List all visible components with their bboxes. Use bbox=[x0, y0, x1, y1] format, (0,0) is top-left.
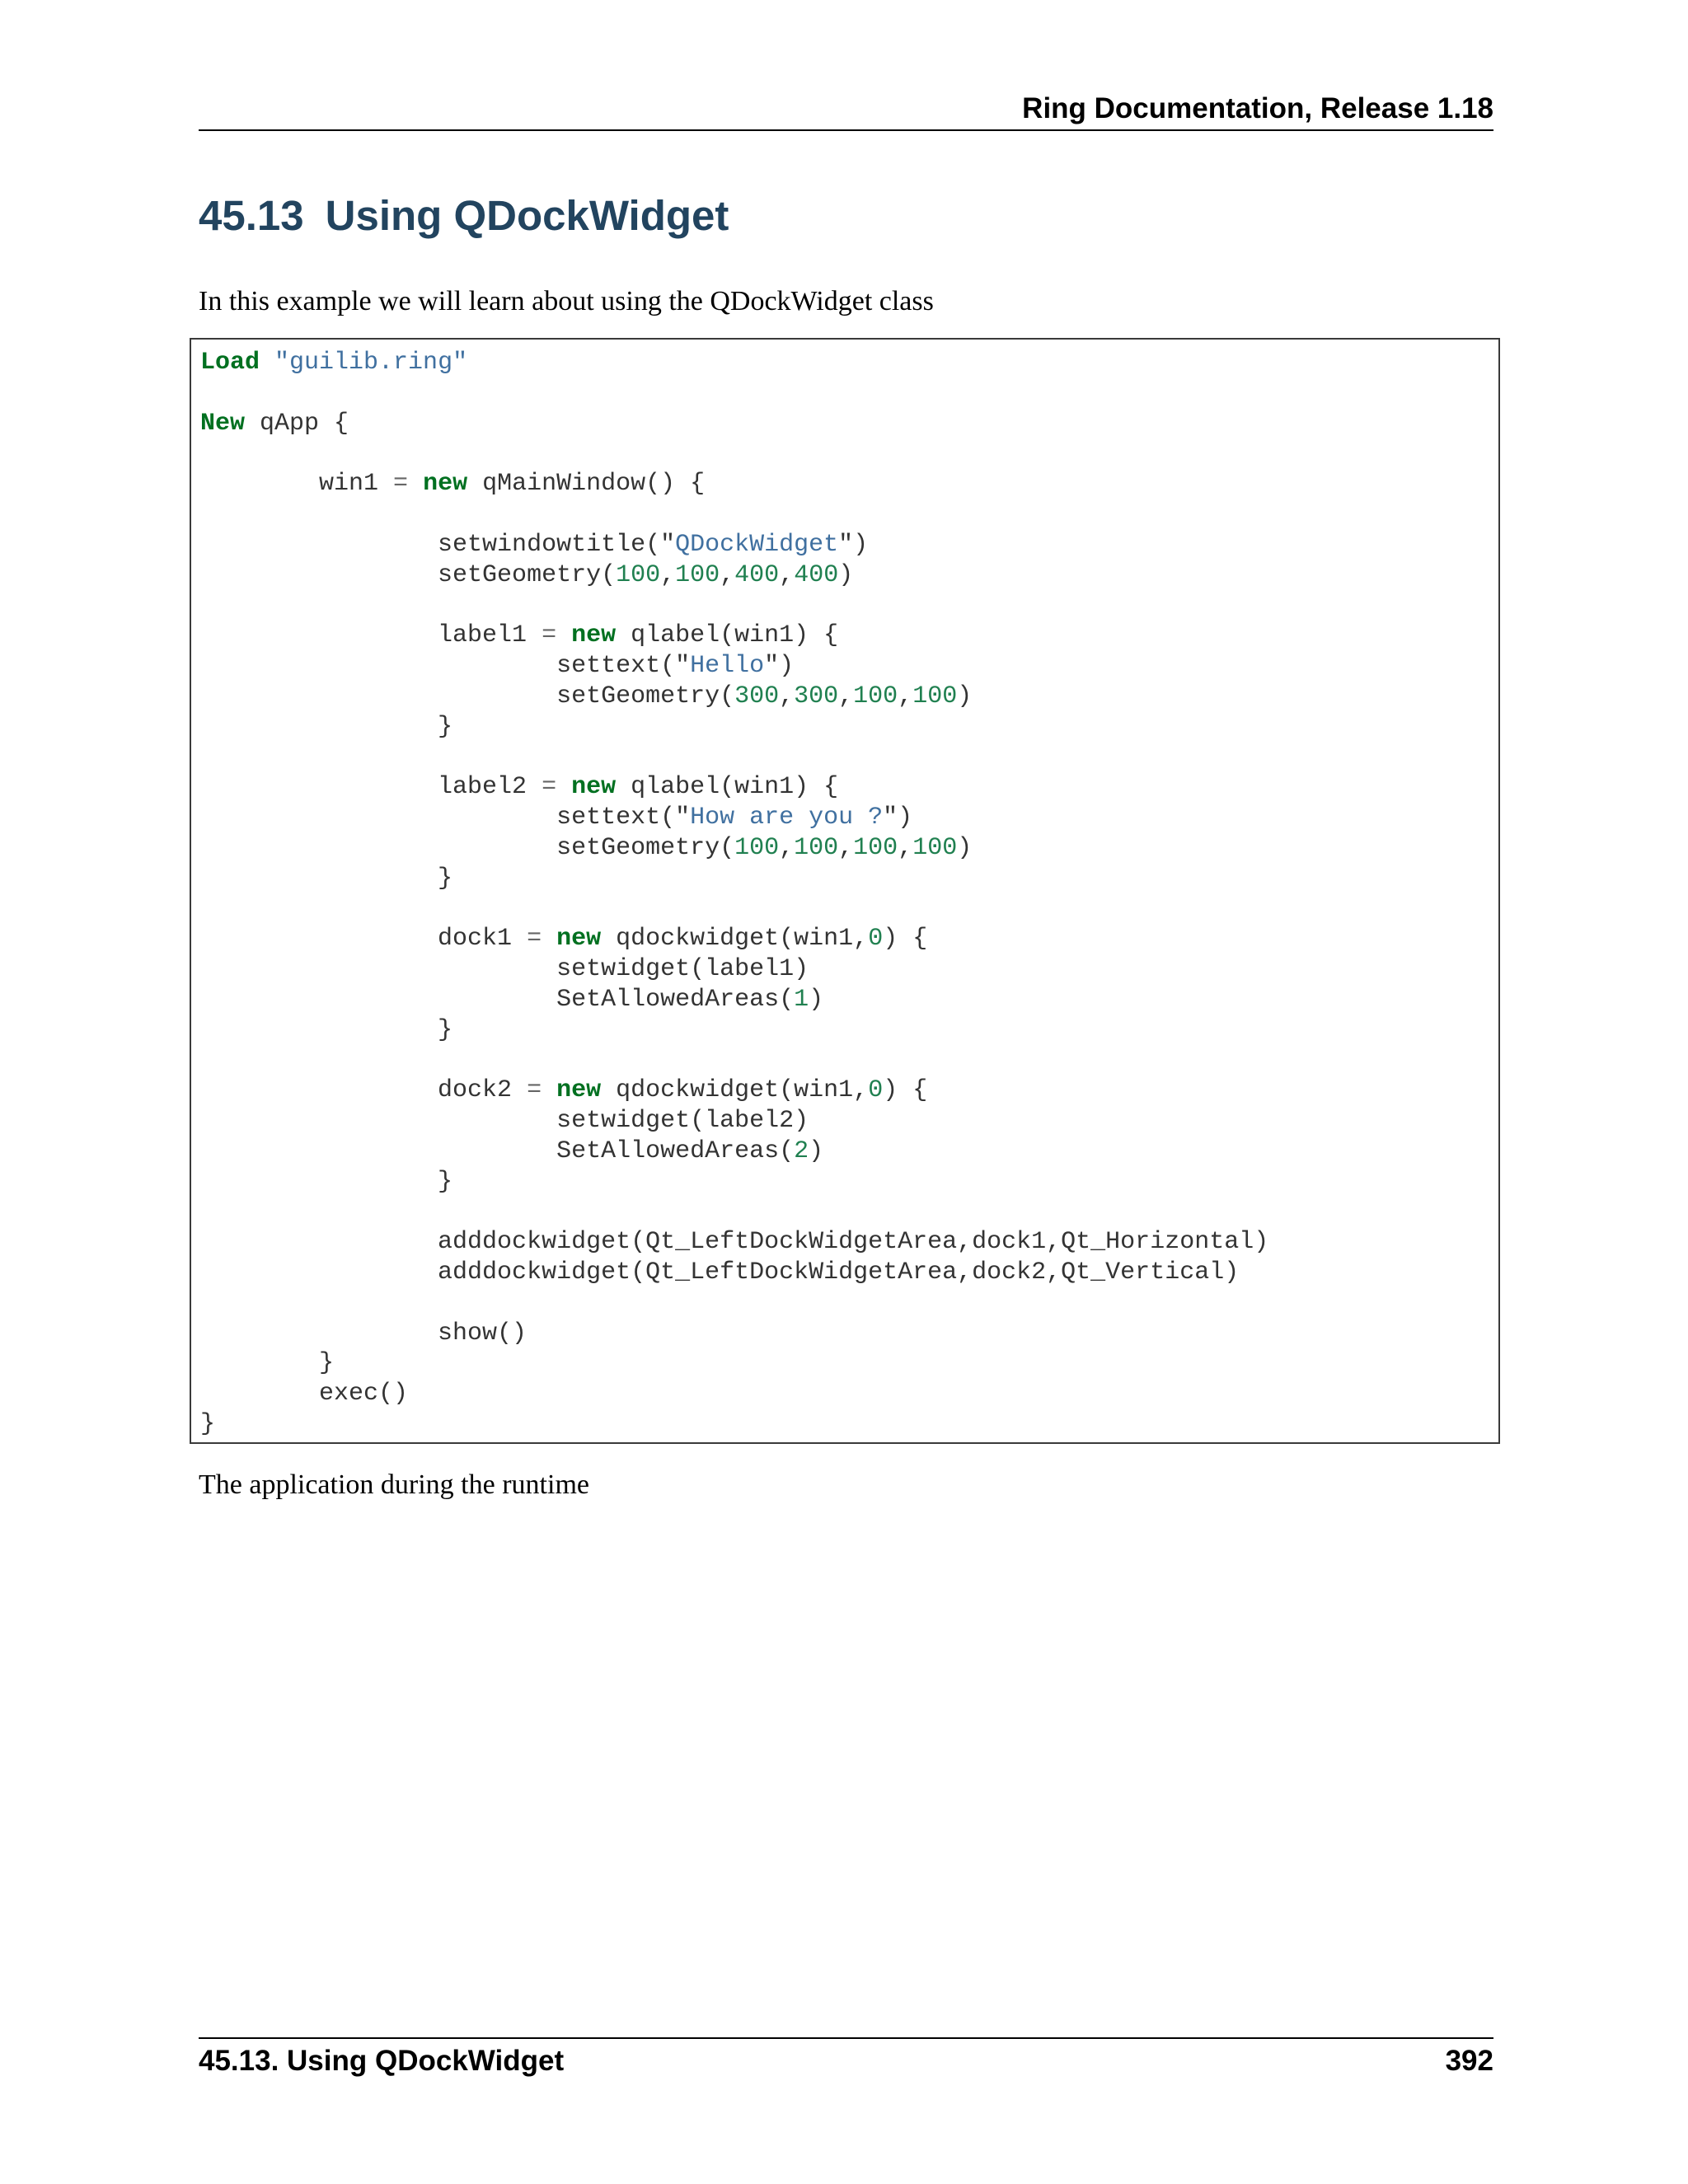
code-token-num: 100 bbox=[912, 833, 958, 862]
code-token-kw: Load bbox=[200, 349, 260, 377]
running-header: Ring Documentation, Release 1.18 bbox=[1022, 92, 1493, 124]
code-token: ) bbox=[957, 833, 973, 862]
code-token bbox=[542, 1076, 556, 1104]
code-token: win1 bbox=[200, 470, 394, 499]
code-token: qApp { bbox=[245, 409, 349, 438]
code-token: ) { bbox=[883, 1076, 928, 1105]
code-token bbox=[556, 621, 571, 649]
code-line bbox=[200, 1107, 809, 1135]
section-number: 45.13 bbox=[199, 192, 304, 239]
code-line bbox=[200, 349, 467, 377]
code-token: ) bbox=[809, 985, 824, 1014]
code-token: , bbox=[779, 682, 795, 710]
code-line bbox=[200, 470, 705, 498]
code-line bbox=[200, 652, 794, 680]
runtime-caption: The application during the runtime bbox=[199, 1469, 589, 1500]
code-token: , bbox=[779, 560, 795, 589]
code-token-kw: new bbox=[556, 925, 602, 954]
code-token-op: = bbox=[542, 773, 557, 802]
code-line bbox=[200, 1410, 215, 1438]
code-line bbox=[200, 561, 853, 589]
code-token: ") bbox=[883, 803, 913, 832]
code-line bbox=[200, 1349, 334, 1377]
code-token-kw: new bbox=[556, 1076, 602, 1105]
code-token-num: 0 bbox=[868, 1076, 884, 1105]
code-token bbox=[408, 470, 423, 498]
code-token-num: 100 bbox=[853, 682, 898, 710]
code-line bbox=[200, 1137, 823, 1165]
code-token-op: = bbox=[393, 470, 409, 499]
code-token-num: 100 bbox=[734, 833, 780, 862]
code-token: } bbox=[200, 864, 453, 893]
code-line bbox=[200, 834, 972, 862]
code-token-num: 100 bbox=[853, 833, 898, 862]
code-token: exec() bbox=[200, 1380, 409, 1408]
code-token: , bbox=[898, 682, 913, 710]
code-token: , bbox=[898, 833, 913, 862]
code-token: , bbox=[720, 560, 735, 589]
code-token: qdockwidget(win1, bbox=[601, 925, 869, 954]
code-token-num: 100 bbox=[675, 560, 720, 589]
code-token: } bbox=[200, 1349, 335, 1378]
footer-section-label: 45.13. Using QDockWidget bbox=[199, 2045, 565, 2077]
header-rule bbox=[199, 129, 1493, 131]
code-token: setGeometry( bbox=[200, 560, 617, 589]
code-line bbox=[200, 1228, 1268, 1256]
code-line bbox=[200, 955, 809, 983]
code-token: ") bbox=[838, 530, 869, 559]
code-token: ) bbox=[838, 560, 854, 589]
code-token-kw: new bbox=[571, 773, 617, 802]
code-token-str: How are you ? bbox=[690, 803, 884, 832]
code-line bbox=[200, 1016, 452, 1044]
code-token: dock1 bbox=[200, 925, 528, 954]
code-token: , bbox=[779, 833, 795, 862]
code-token bbox=[260, 349, 274, 377]
code-token-op: = bbox=[527, 1076, 542, 1105]
code-token: setwindowtitle(" bbox=[200, 530, 676, 559]
code-token: } bbox=[200, 1167, 453, 1196]
code-token-str: QDockWidget bbox=[675, 530, 839, 559]
code-token: ") bbox=[764, 651, 795, 680]
code-line bbox=[200, 1258, 1239, 1286]
code-token: setGeometry( bbox=[200, 682, 735, 710]
code-token-op: = bbox=[527, 925, 542, 954]
code-token: settext(" bbox=[200, 651, 691, 680]
code-line bbox=[200, 1380, 408, 1408]
code-line bbox=[200, 1168, 452, 1196]
code-line bbox=[200, 804, 912, 832]
code-token bbox=[542, 925, 556, 953]
code-token-num: 100 bbox=[794, 833, 839, 862]
code-token-num: 2 bbox=[794, 1137, 809, 1165]
code-token: qlabel(win1) { bbox=[616, 621, 839, 650]
code-line bbox=[200, 986, 823, 1014]
code-line bbox=[200, 925, 927, 953]
code-token: ) { bbox=[883, 925, 928, 954]
code-token-num: 300 bbox=[794, 682, 839, 710]
code-token-kw: New bbox=[200, 409, 246, 438]
code-token: ) bbox=[809, 1137, 824, 1165]
code-token: setwidget(label1) bbox=[200, 954, 809, 983]
code-token-str: Hello bbox=[690, 651, 765, 680]
code-token-num: 300 bbox=[734, 682, 780, 710]
code-listing bbox=[200, 348, 1268, 1440]
code-token: setwidget(label2) bbox=[200, 1106, 809, 1135]
section-heading-text: Using QDockWidget bbox=[325, 192, 729, 239]
code-token: qMainWindow() { bbox=[467, 470, 706, 499]
page-number: 392 bbox=[1445, 2045, 1493, 2077]
code-token-num: 400 bbox=[794, 560, 839, 589]
code-token-num: 100 bbox=[912, 682, 958, 710]
code-line bbox=[200, 531, 868, 559]
code-token: ) bbox=[957, 682, 973, 710]
code-token: setGeometry( bbox=[200, 833, 735, 862]
code-line bbox=[200, 1319, 527, 1347]
code-token: SetAllowedAreas( bbox=[200, 1137, 795, 1165]
intro-paragraph: In this example we will learn about using the QDockWidget class bbox=[199, 286, 934, 316]
code-token: } bbox=[200, 712, 453, 741]
code-token-kw: new bbox=[571, 621, 617, 650]
code-token: settext(" bbox=[200, 803, 691, 832]
code-line bbox=[200, 713, 452, 741]
code-token-num: 1 bbox=[794, 985, 809, 1014]
code-token bbox=[556, 773, 571, 801]
code-token: } bbox=[200, 1015, 453, 1044]
code-token: , bbox=[838, 833, 854, 862]
code-token-num: 100 bbox=[616, 560, 661, 589]
code-block bbox=[190, 338, 1500, 1444]
code-token: } bbox=[200, 1409, 216, 1438]
section-title bbox=[199, 191, 729, 240]
code-token: show() bbox=[200, 1319, 528, 1347]
code-token-kw: new bbox=[423, 470, 468, 499]
code-token-str: "guilib.ring" bbox=[274, 349, 468, 377]
code-token: adddockwidget(Qt_LeftDockWidgetArea,dock2,Qt_Vertical) bbox=[200, 1258, 1240, 1286]
code-line bbox=[200, 865, 452, 893]
code-token-num: 0 bbox=[868, 925, 884, 954]
code-line bbox=[200, 773, 838, 801]
footer-rule bbox=[199, 2037, 1493, 2039]
code-token: , bbox=[660, 560, 676, 589]
code-token: label1 bbox=[200, 621, 542, 650]
code-token: SetAllowedAreas( bbox=[200, 985, 795, 1014]
code-line bbox=[200, 410, 349, 438]
code-line bbox=[200, 1076, 927, 1104]
code-token: adddockwidget(Qt_LeftDockWidgetArea,dock1,Qt_Horizontal) bbox=[200, 1228, 1269, 1257]
code-token: qlabel(win1) { bbox=[616, 773, 839, 802]
code-line bbox=[200, 621, 838, 649]
code-token: qdockwidget(win1, bbox=[601, 1076, 869, 1105]
code-token: , bbox=[838, 682, 854, 710]
code-token: label2 bbox=[200, 773, 542, 802]
code-token: dock2 bbox=[200, 1076, 528, 1105]
code-token-op: = bbox=[542, 621, 557, 650]
code-token-num: 400 bbox=[734, 560, 780, 589]
code-line bbox=[200, 682, 972, 710]
